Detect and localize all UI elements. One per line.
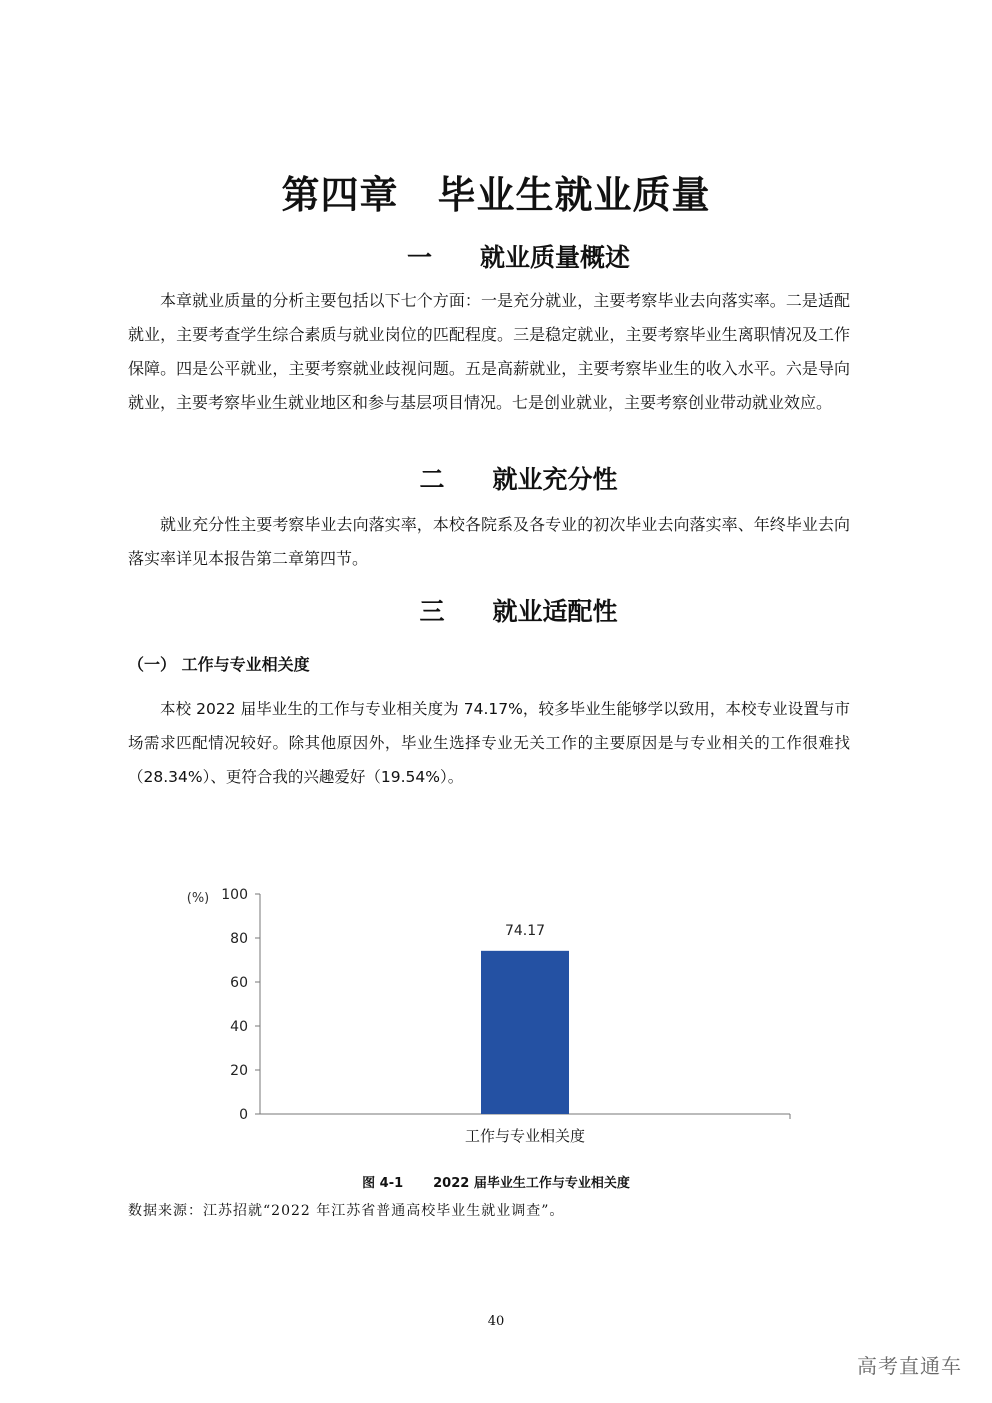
y-axis-label: (%) [186, 891, 210, 906]
overview-paragraph: 本章就业质量的分析主要包括以下七个方面：一是充分就业，主要考察毕业去向落实率。二是适配就业，主要考查学生综合素质与就业岗位的匹配程度。三是稳定就业，主要考察毕业生离职情况及工作保障。四是公平就业，主要考察就业歧视问题。五是高薪就业，主要考察毕业生的收入水平。六是导向就业，主要考察毕业生就业地区和参与基层项目情况。七是创业就业，主要考察创业带动就业效应。 [128, 291, 850, 412]
data-source-note: 数据来源：江苏招就“2022 年江苏省普通高校毕业生就业调查”。 [128, 1203, 565, 1219]
chapter-title: 第四章 毕业生就业质量 [281, 173, 711, 217]
section-heading-2 [0, 460, 992, 496]
sufficiency-paragraph: 就业充分性主要考察毕业去向落实率，本校各院系及各专业的初次毕业去向落实率、年终毕业去向落实率详见本报告第二章第四节。 [128, 515, 850, 568]
y-tick-label: 60 [230, 975, 248, 991]
relevance-bar-chart [160, 870, 820, 1160]
sub-heading: （一） 工作与专业相关度 [128, 655, 310, 674]
section-number: 二 [419, 465, 445, 494]
bar [481, 951, 569, 1114]
section-number: 三 [419, 597, 445, 626]
section-heading-3 [0, 592, 992, 628]
y-tick-label: 0 [239, 1107, 248, 1123]
watermark: 高考直通车 [857, 1354, 962, 1378]
x-category-label: 工作与专业相关度 [464, 1127, 586, 1145]
figure-number: 图 4-1 [362, 1176, 404, 1191]
figure-caption [0, 1172, 992, 1191]
y-tick-label: 100 [221, 887, 248, 903]
section-heading-1 [0, 238, 992, 274]
y-tick-label: 20 [230, 1063, 248, 1079]
figure-title: 2022 届毕业生工作与专业相关度 [433, 1176, 630, 1191]
section-title: 就业充分性 [492, 465, 618, 494]
page-number: 40 [487, 1314, 505, 1329]
section-title: 就业质量概述 [479, 243, 630, 272]
bar-value-label: 74.17 [504, 922, 546, 939]
y-tick-label: 40 [230, 1019, 248, 1035]
section-title: 就业适配性 [492, 597, 618, 626]
section-number: 一 [406, 243, 432, 272]
y-tick-label: 80 [230, 931, 248, 947]
relevance-paragraph: 本校 2022 届毕业生的工作与专业相关度为 74.17%，较多毕业生能够学以致用，本校专业设置与市场需求匹配情况较好。除其他原因外，毕业生选择专业无关工作的主要原因是与专业相关的工作很难找（28.34%）、更符合我的兴趣爱好（19.54%）。 [128, 700, 850, 786]
